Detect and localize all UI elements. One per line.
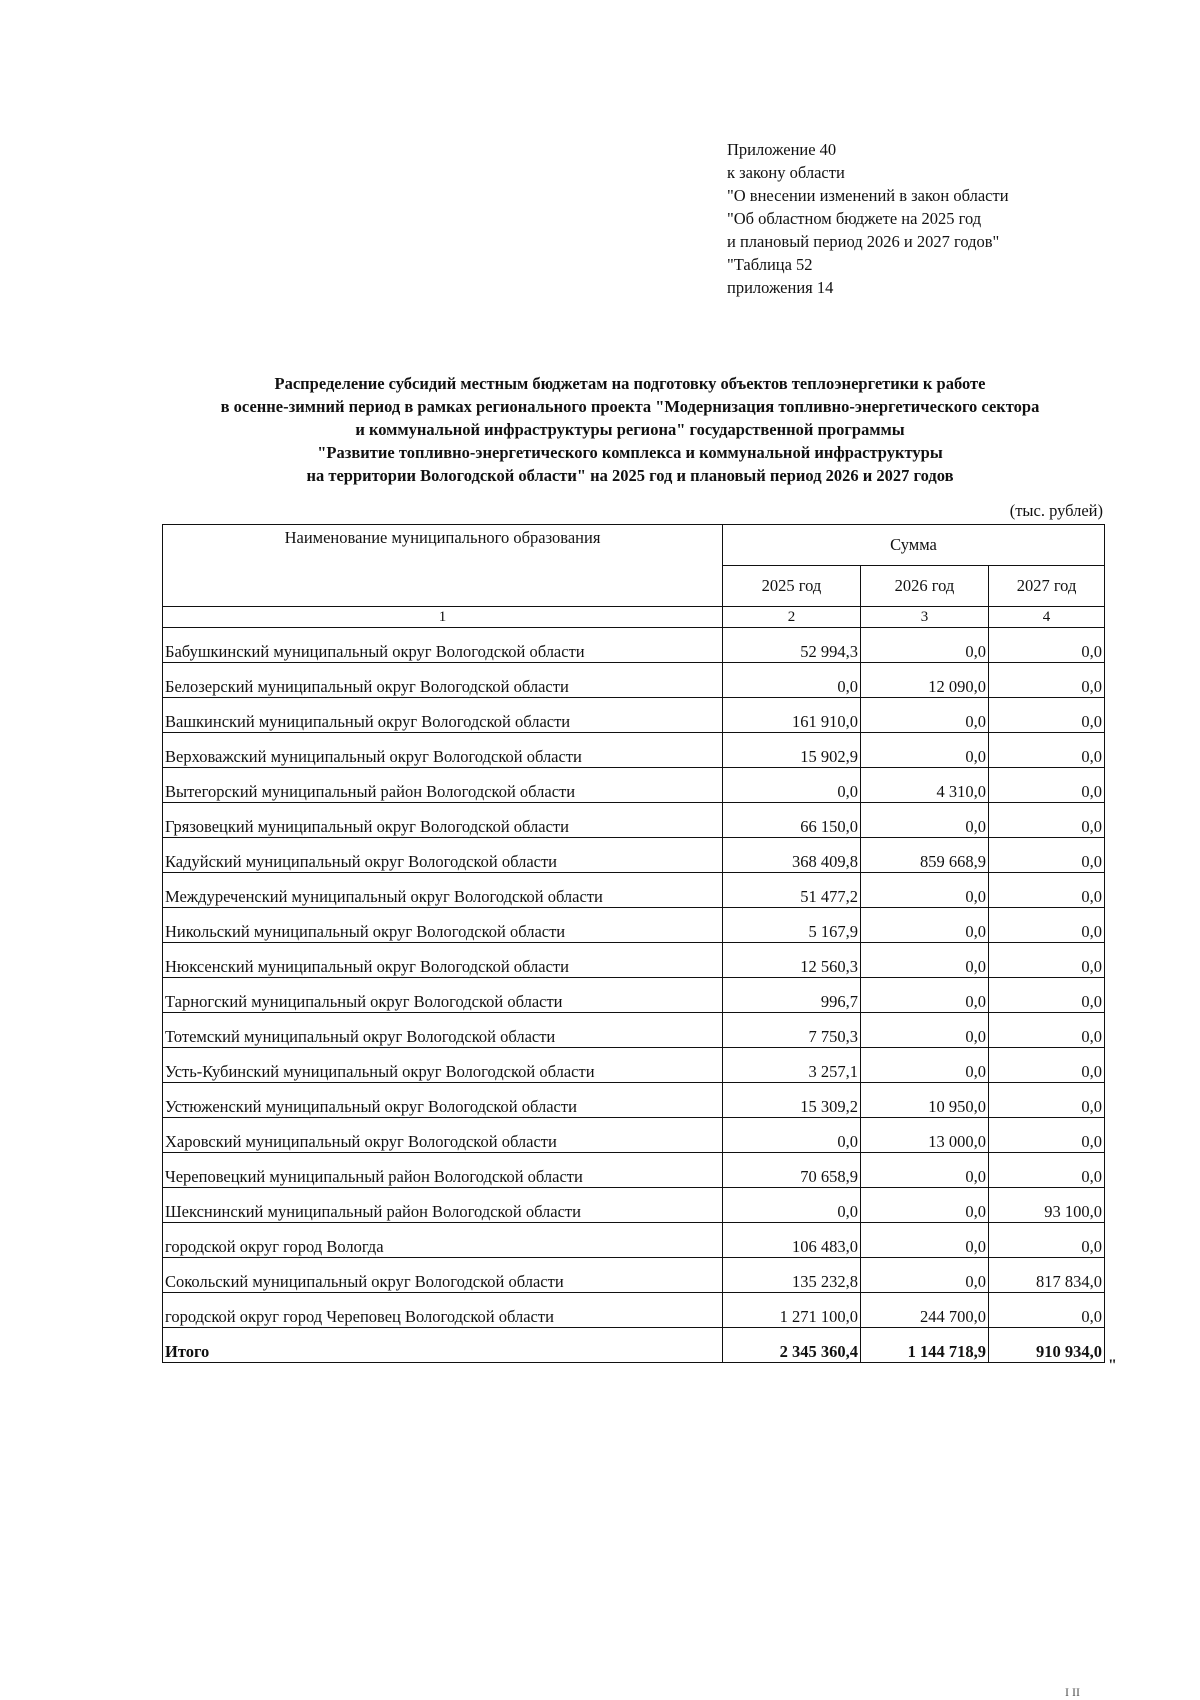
amount-2026: 0,0 xyxy=(861,733,989,768)
table-row xyxy=(163,908,1105,943)
municipality-name: Грязовецкий муниципальный округ Вологодской области xyxy=(163,803,723,838)
table-row xyxy=(163,663,1105,698)
amount-2027: 0,0 xyxy=(989,908,1105,943)
appendix-line: Приложение 40 xyxy=(727,140,837,159)
amount-2026: 0,0 xyxy=(861,1223,989,1258)
amount-2027: 0,0 xyxy=(989,1223,1105,1258)
municipality-name: Харовский муниципальный округ Вологодской области xyxy=(163,1118,723,1153)
appendix-line: к закону области xyxy=(727,163,845,182)
amount-2027: 0,0 xyxy=(989,628,1105,663)
amount-2027: 93 100,0 xyxy=(989,1188,1105,1223)
table-row xyxy=(163,1118,1105,1153)
total-2025: 2 345 360,4 xyxy=(723,1328,861,1363)
amount-2025: 368 409,8 xyxy=(723,838,861,873)
amount-2026: 0,0 xyxy=(861,873,989,908)
column-number: 2 xyxy=(723,607,861,628)
column-number: 4 xyxy=(989,607,1105,628)
amount-2025: 3 257,1 xyxy=(723,1048,861,1083)
amount-2027: 0,0 xyxy=(989,1083,1105,1118)
amount-2026: 12 090,0 xyxy=(861,663,989,698)
municipality-name: Тарногский муниципальный округ Вологодской области xyxy=(163,978,723,1013)
title-line: в осенне-зимний период в рамках регионального проекта "Модернизация топливно-энергетического сектора xyxy=(220,397,1040,416)
appendix-line: "Об областном бюджете на 2025 год xyxy=(727,209,982,228)
table-row xyxy=(163,1293,1105,1328)
amount-2026: 10 950,0 xyxy=(861,1083,989,1118)
amount-2026: 0,0 xyxy=(861,698,989,733)
amount-2027: 0,0 xyxy=(989,838,1105,873)
amount-2025: 161 910,0 xyxy=(723,698,861,733)
amount-2026: 13 000,0 xyxy=(861,1118,989,1153)
amount-2025: 135 232,8 xyxy=(723,1258,861,1293)
table-row xyxy=(163,628,1105,663)
amount-2025: 0,0 xyxy=(723,1118,861,1153)
amount-2025: 1 271 100,0 xyxy=(723,1293,861,1328)
column-number: 3 xyxy=(861,607,989,628)
header-sum: Сумма xyxy=(723,525,1105,566)
amount-2027: 0,0 xyxy=(989,943,1105,978)
table-row xyxy=(163,803,1105,838)
municipality-name: Усть-Кубинский муниципальный округ Вологодской области xyxy=(163,1048,723,1083)
municipality-name: Верховажский муниципальный округ Вологодской области xyxy=(163,733,723,768)
amount-2027: 0,0 xyxy=(989,1048,1105,1083)
amount-2025: 52 994,3 xyxy=(723,628,861,663)
amount-2025: 12 560,3 xyxy=(723,943,861,978)
amount-2025: 106 483,0 xyxy=(723,1223,861,1258)
appendix-line: "Таблица 52 xyxy=(727,255,813,274)
document-title xyxy=(150,372,1110,487)
appendix-line: и плановый период 2026 и 2027 годов" xyxy=(727,232,1000,251)
table-row xyxy=(163,873,1105,908)
header-year-2025: 2025 год xyxy=(723,566,861,607)
amount-2026: 859 668,9 xyxy=(861,838,989,873)
municipality-name: Белозерский муниципальный округ Вологодской области xyxy=(163,663,723,698)
header-year-2026: 2026 год xyxy=(861,566,989,607)
title-line: "Развитие топливно-энергетического комплекса и коммунальной инфраструктуры xyxy=(317,443,943,462)
table-row xyxy=(163,1223,1105,1258)
municipality-name: городской округ город Череповец Вологодской области xyxy=(163,1293,723,1328)
amount-2026: 0,0 xyxy=(861,628,989,663)
amount-2027: 0,0 xyxy=(989,1153,1105,1188)
amount-2026: 0,0 xyxy=(861,908,989,943)
amount-2026: 4 310,0 xyxy=(861,768,989,803)
amount-2025: 0,0 xyxy=(723,663,861,698)
municipality-name: Вашкинский муниципальный округ Вологодской области xyxy=(163,698,723,733)
appendix-reference xyxy=(727,138,1009,299)
closing-quote: " xyxy=(1108,1357,1117,1374)
amount-2026: 0,0 xyxy=(861,803,989,838)
municipality-name: Нюксенский муниципальный округ Вологодской области xyxy=(163,943,723,978)
amount-2025: 0,0 xyxy=(723,1188,861,1223)
amount-2025: 7 750,3 xyxy=(723,1013,861,1048)
amount-2027: 817 834,0 xyxy=(989,1258,1105,1293)
total-label: Итого xyxy=(163,1328,723,1363)
amount-2025: 51 477,2 xyxy=(723,873,861,908)
amount-2027: 0,0 xyxy=(989,1293,1105,1328)
table-row xyxy=(163,838,1105,873)
amount-2025: 5 167,9 xyxy=(723,908,861,943)
total-2026: 1 144 718,9 xyxy=(861,1328,989,1363)
column-number: 1 xyxy=(163,607,723,628)
amount-2025: 15 902,9 xyxy=(723,733,861,768)
header-municipality: Наименование муниципального образования xyxy=(163,525,723,607)
subsidy-table xyxy=(162,524,1105,1363)
amount-2026: 0,0 xyxy=(861,1048,989,1083)
amount-2027: 0,0 xyxy=(989,698,1105,733)
municipality-name: городской округ город Вологда xyxy=(163,1223,723,1258)
table-row xyxy=(163,1083,1105,1118)
table-row xyxy=(163,1258,1105,1293)
municipality-name: Междуреченский муниципальный округ Вологодской области xyxy=(163,873,723,908)
amount-2027: 0,0 xyxy=(989,978,1105,1013)
total-row xyxy=(163,1328,1105,1363)
title-line: на территории Вологодской области" на 2025 год и плановый период 2026 и 2027 годов xyxy=(306,466,954,485)
amount-2025: 15 309,2 xyxy=(723,1083,861,1118)
table-row xyxy=(163,733,1105,768)
amount-2027: 0,0 xyxy=(989,663,1105,698)
municipality-name: Устюженский муниципальный округ Вологодской области xyxy=(163,1083,723,1118)
municipality-name: Вытегорский муниципальный район Вологодской области xyxy=(163,768,723,803)
total-2027: 910 934,0 xyxy=(989,1328,1105,1363)
title-line: Распределение субсидий местным бюджетам на подготовку объектов теплоэнергетики к работе xyxy=(274,374,986,393)
amount-2025: 0,0 xyxy=(723,768,861,803)
table-row xyxy=(163,1048,1105,1083)
amount-2025: 70 658,9 xyxy=(723,1153,861,1188)
amount-2026: 0,0 xyxy=(861,1013,989,1048)
municipality-name: Череповецкий муниципальный район Вологодской области xyxy=(163,1153,723,1188)
municipality-name: Кадуйский муниципальный округ Вологодской области xyxy=(163,838,723,873)
amount-2026: 0,0 xyxy=(861,943,989,978)
amount-2027: 0,0 xyxy=(989,803,1105,838)
amount-2027: 0,0 xyxy=(989,768,1105,803)
amount-2026: 0,0 xyxy=(861,1188,989,1223)
municipality-name: Тотемский муниципальный округ Вологодской области xyxy=(163,1013,723,1048)
amount-2026: 244 700,0 xyxy=(861,1293,989,1328)
amount-2027: 0,0 xyxy=(989,873,1105,908)
table-row xyxy=(163,698,1105,733)
table-row xyxy=(163,1153,1105,1188)
table-row xyxy=(163,943,1105,978)
amount-2025: 66 150,0 xyxy=(723,803,861,838)
title-line: и коммунальной инфраструктуры региона" государственной программы xyxy=(355,420,905,439)
units-label: (тыс. рублей) xyxy=(1009,501,1103,520)
amount-2025: 996,7 xyxy=(723,978,861,1013)
table-row xyxy=(163,978,1105,1013)
municipality-name: Шекснинский муниципальный район Вологодской области xyxy=(163,1188,723,1223)
header-year-2027: 2027 год xyxy=(989,566,1105,607)
amount-2026: 0,0 xyxy=(861,1153,989,1188)
table-row xyxy=(163,1188,1105,1223)
page-mark: I II xyxy=(1065,1685,1080,1699)
amount-2027: 0,0 xyxy=(989,1118,1105,1153)
appendix-line: приложения 14 xyxy=(727,278,834,297)
amount-2027: 0,0 xyxy=(989,733,1105,768)
amount-2026: 0,0 xyxy=(861,978,989,1013)
municipality-name: Бабушкинский муниципальный округ Вологодской области xyxy=(163,628,723,663)
table-row xyxy=(163,1013,1105,1048)
appendix-line: "О внесении изменений в закон области xyxy=(727,186,1009,205)
amount-2026: 0,0 xyxy=(861,1258,989,1293)
table-row xyxy=(163,768,1105,803)
municipality-name: Сокольский муниципальный округ Вологодской области xyxy=(163,1258,723,1293)
amount-2027: 0,0 xyxy=(989,1013,1105,1048)
municipality-name: Никольский муниципальный округ Вологодской области xyxy=(163,908,723,943)
